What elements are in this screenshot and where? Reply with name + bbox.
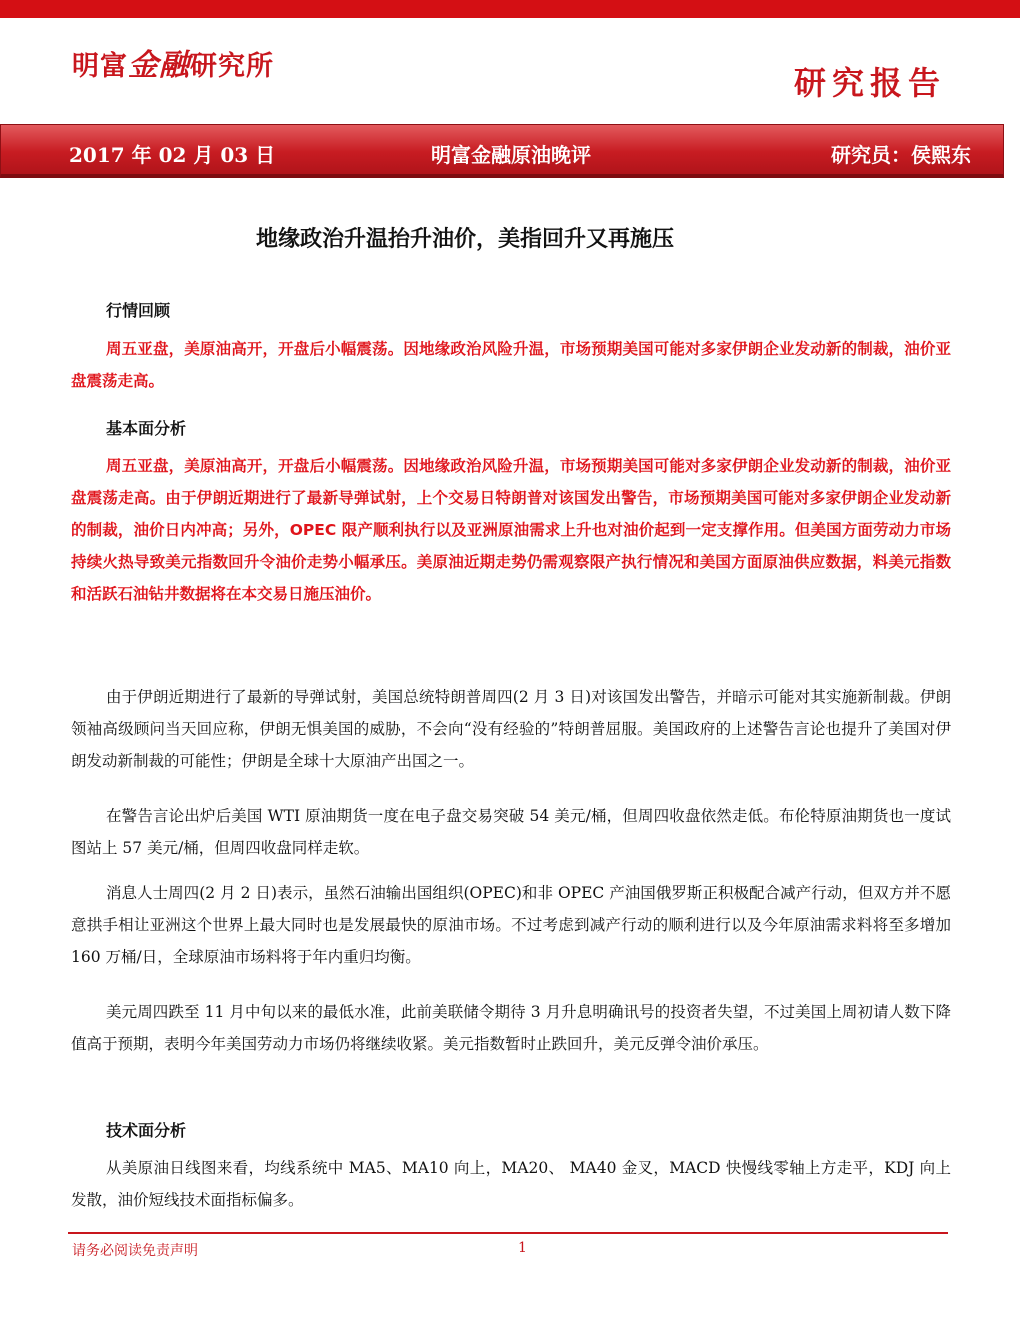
footer-divider <box>68 1232 948 1234</box>
logo-part-2: 金融 <box>128 48 190 83</box>
section-heading-technical: 技术面分析 <box>106 1121 187 1140</box>
disclaimer-notice: 请务必阅读免责声明 <box>72 1243 198 1259</box>
review-paragraph: 周五亚盘，美原油高开，开盘后小幅震荡。因地缘政治风险升温，市场预期美国可能对多家伊朗企业发动新的制裁，油价亚盘震荡走高。 <box>71 340 951 390</box>
header-banner <box>0 124 1004 178</box>
body-paragraph-4: 美元周四跌至 11 月中旬以来的最低水准，此前美联储令期待 3 月升息明确讯号的投资者失望，不过美国上周初请人数下降值高于预期，表明今年美国劳动力市场仍将继续收紧。美元指数暂时止跌回升，美元反弹令油价承压。 <box>71 1003 951 1053</box>
body-paragraph-2: 在警告言论出炉后美国 WTI 原油期货一度在电子盘交易突破 54 美元/桶，但周四收盘依然走低。布伦特原油期货也一度试图站上 57 美元/桶，但周四收盘同样走软。 <box>71 807 951 857</box>
section-heading-fundamental: 基本面分析 <box>106 419 187 438</box>
report-analyst: 研究员：侯熙东 <box>831 143 971 167</box>
body-paragraph-3: 消息人士周四(2 月 2 日)表示，虽然石油输出国组织(OPEC)和非 OPEC 产油国俄罗斯正积极配合减产行动，但双方并不愿意拱手相让亚洲这个世界上最大同时也是发展最快的原油市场。不过考虑到减产行动的顺利进行以及今年原油需求料将至多增加 160 万桶/日，全球原油市场料将于年内重归均衡。 <box>71 884 951 966</box>
logo-part-1: 明富 <box>72 51 128 82</box>
fundamental-paragraph: 周五亚盘，美原油高开，开盘后小幅震荡。因地缘政治风险升温，市场预期美国可能对多家伊朗企业发动新的制裁，油价亚盘震荡走高。由于伊朗近期进行了最新导弹试射，上个交易日特朗普对该国发出警告，市场预期美国可能对多家伊朗企业发动新的制裁，油价日内冲高；另外，OPEC 限产顺利执行以及亚洲原油需求上升也对油价起到一定支撑作用。但美国方面劳动力市场持续火热导致美元指数回升令油价走势小幅承压。美原油近期走势仍需观察限产执行情况和美国方面原油供应数据，料美元指数和活跃石油钻井数据将在本交易日施压油价。 <box>71 457 951 603</box>
page-number: 1 <box>518 1240 527 1256</box>
section-heading-review: 行情回顾 <box>106 301 171 320</box>
top-red-bar <box>0 0 1020 18</box>
report-type-label: 研究报告 <box>793 64 946 102</box>
logo-part-3: 研究所 <box>190 51 274 82</box>
document-title: 地缘政治升温抬升油价，美指回升又再施压 <box>255 227 674 252</box>
technical-paragraph: 从美原油日线图来看，均线系统中 MA5、MA10 向上，MA20、 MA40 金叉，MACD 快慢线零轴上方走平，KDJ 向上发散，油价短线技术面指标偏多。 <box>71 1159 951 1209</box>
report-date: 2017 年 02 月 03 日 <box>69 143 276 167</box>
body-paragraph-1: 由于伊朗近期进行了最新的导弹试射，美国总统特朗普周四(2 月 3 日)对该国发出警告，并暗示可能对其实施新制裁。伊朗领袖高级顾问当天回应称，伊朗无惧美国的威胁，不会向“没有经验的”特朗普屈服。美国政府的上述警告言论也提升了美国对伊朗发动新制裁的可能性；伊朗是全球十大原油产出国之一。 <box>71 688 951 770</box>
brand-logo <box>72 40 274 84</box>
report-series: 明富金融原油晚评 <box>431 143 591 167</box>
